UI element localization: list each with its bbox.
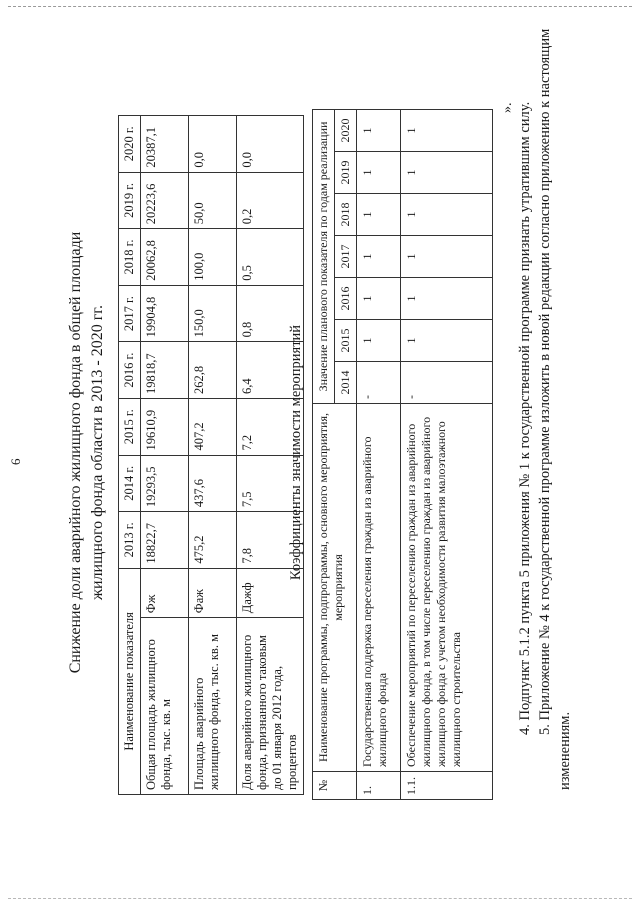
table-row: [357, 109, 401, 799]
indicator-value: 0,5: [237, 229, 304, 286]
table1-header-row: [119, 116, 141, 795]
table1-header-year: 2013 г.: [119, 512, 141, 569]
indicator-value: 7,5: [237, 455, 304, 512]
coefficient-value: 1: [401, 320, 493, 362]
indicator-value: 0,2: [237, 172, 304, 229]
indicator-symbol: Дажф: [237, 568, 304, 618]
indicator-name: Площадь аварийного жилищного фонда, тыс. кв. м: [189, 618, 237, 795]
indicator-value: 20062,8: [141, 229, 189, 286]
table-row: [401, 109, 493, 799]
coefficient-value: -: [357, 362, 401, 404]
indicator-value: 407,2: [189, 398, 237, 455]
indicator-value: 6,4: [237, 342, 304, 399]
coefficient-value: 1: [357, 236, 401, 278]
coefficient-value: -: [401, 362, 493, 404]
indicator-value: 437,6: [189, 455, 237, 512]
table1-header-year: 2016 г.: [119, 342, 141, 399]
table2-header-name: Наименование программы, подпрограммы, основного мероприятия, мероприятия: [313, 404, 357, 772]
indicator-symbol: Фж: [141, 568, 189, 618]
indicator-value: 19818,7: [141, 342, 189, 399]
table2-caption: Коэффициенты значимости мероприятий: [288, 324, 304, 581]
table-row: [189, 116, 237, 795]
table2-header-year: 2019: [335, 152, 357, 194]
row-number: 1.1.: [401, 772, 493, 800]
table2-header-year: 2016: [335, 278, 357, 320]
measure-name: Обеспечение мероприятий по переселению граждан из аварийного жилищного фонда, в том числе переселению граждан из аварийного жилищного фонда с учетом необходимости развития малоэтажного жилищного строительства: [401, 404, 493, 772]
table2-header-year: 2020: [335, 109, 357, 151]
indicator-value: 18822,7: [141, 512, 189, 569]
coefficient-value: 1: [357, 278, 401, 320]
indicator-value: 0,0: [237, 116, 304, 173]
table1-header-year: 2015 г.: [119, 398, 141, 455]
paragraph-5-line2: изменениям.: [557, 711, 573, 790]
indicator-value: 20387,1: [141, 116, 189, 173]
coefficient-value: 1: [357, 152, 401, 194]
table2-header-row: [313, 109, 335, 799]
table2-header-group: Значение планового показателя по годам реализации: [313, 109, 335, 403]
table1-header-year: 2017 г.: [119, 285, 141, 342]
table2-header-year: 2018: [335, 194, 357, 236]
indicator-value: 0,0: [189, 116, 237, 173]
indicator-value: 50,0: [189, 172, 237, 229]
coefficient-value: 1: [401, 109, 493, 151]
table2-header-num: №: [313, 772, 357, 800]
indicator-value: 100,0: [189, 229, 237, 286]
indicator-value: 0,8: [237, 285, 304, 342]
paragraph-4: 4. Подпункт 5.1.2 пункта 5 приложения № 1 к государственной программе признать утратившим силу.: [517, 101, 533, 735]
indicator-value: 475,2: [189, 512, 237, 569]
indicator-value: 20223,6: [141, 172, 189, 229]
table2-header-year: 2015: [335, 320, 357, 362]
page-number: 6: [8, 458, 23, 465]
indicator-value: 19610,9: [141, 398, 189, 455]
coefficient-value: 1: [401, 152, 493, 194]
indicator-symbol: Фаж: [189, 568, 237, 618]
table1-header-year: 2020 г.: [119, 116, 141, 173]
coefficient-value: 1: [401, 236, 493, 278]
table1-header-year: 2014 г.: [119, 455, 141, 512]
indicator-value: 7,8: [237, 512, 304, 569]
indicator-name: Общая площадь жилищного фонда, тыс. кв. м: [141, 618, 189, 795]
table2-header-year: 2017: [335, 236, 357, 278]
coefficient-value: 1: [357, 109, 401, 151]
indicator-table: [118, 115, 304, 795]
row-number: 1.: [357, 772, 401, 800]
coefficient-value: 1: [401, 278, 493, 320]
table1-header-year: 2018 г.: [119, 229, 141, 286]
table1-title-line1: Снижение доли аварийного жилищного фонда в общей площади: [67, 231, 84, 674]
indicator-value: 19293,5: [141, 455, 189, 512]
coefficient-value: 1: [357, 194, 401, 236]
indicator-value: 7,2: [237, 398, 304, 455]
table1-header-name: Наименование показателя: [119, 568, 141, 794]
table1-header-year: 2019 г.: [119, 172, 141, 229]
indicator-value: 19904,8: [141, 285, 189, 342]
coefficient-value: 1: [357, 320, 401, 362]
indicator-value: 150,0: [189, 285, 237, 342]
table2-header-year: 2014: [335, 362, 357, 404]
indicator-name: Доля аварийного жилищного фонда, признанного таковым до 01 января 2012 года, процентов: [237, 618, 304, 795]
paragraph-5-line1: 5. Приложение № 4 к государственной программе изложить в новой редакции согласно приложению к настоящим: [537, 28, 553, 735]
coefficient-value: 1: [401, 194, 493, 236]
measure-name: Государственная поддержка переселения граждан из аварийного жилищного фонда: [357, 404, 401, 772]
table1-title-line2: жилищного фонда области в 2013 - 2020 гг.: [89, 304, 106, 601]
significance-table: [312, 109, 493, 800]
indicator-value: 262,8: [189, 342, 237, 399]
table-row: [141, 116, 189, 795]
closing-quote: ».: [500, 102, 515, 113]
